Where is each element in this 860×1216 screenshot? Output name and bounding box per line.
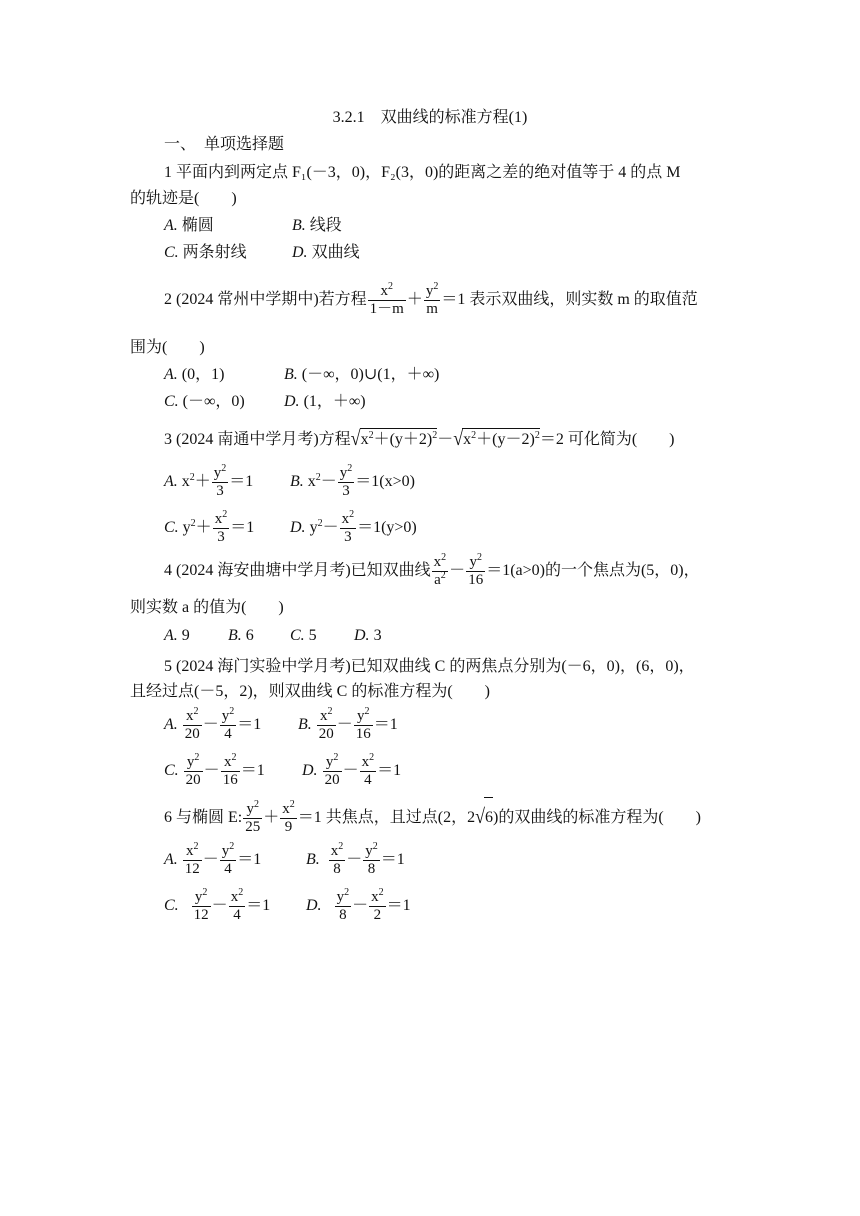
question-5-line-1: 5 (2024 海门实验中学月考)已知双曲线 C 的两焦点分别为(－6，0)，(6，0)， [164,658,695,675]
question-2-line-2: 围为( ) [130,339,205,356]
question-2-option-d: D. (1，＋∞) [284,393,366,410]
question-3-option-d: D. $y^2-$ $\frac{x^2}{3}$ ＝1(y>0) [290,508,417,545]
fraction-x2-over-a2: $\frac{x^2}{a^2}$ [433,551,447,588]
section-heading: 一、 单项选择题 [164,136,285,153]
question-1-option-a: A. 椭圆 [164,217,214,234]
fraction-y2-over-m: $\frac{y^2}{m}$ [425,280,439,317]
fraction-y2-over-16: $\frac{y^2}{16}$ [468,551,484,588]
question-2-option-a: A. (0，1) [164,366,225,383]
question-3-option-b: B. $x^2-$ $\frac{y^2}{3}$ ＝1(x>0) [290,462,415,499]
question-5-option-d: D. $\frac{y^2}{20}$ － $\frac{x^2}{4}$ ＝1 [302,751,402,788]
question-2-option-c: C. (－∞，0) [164,393,245,410]
question-1-line-1: 1 平面内到两定点 F₁(－3，0)，F₂(3，0)的距离之差的绝对值等于 4 的点 M [164,164,681,181]
question-4-line-2: 则实数 a 的值为( ) [130,599,284,616]
question-2-line-1: 2 (2024 常州中学期中)若方程 $\frac{x^2}{1-m}$ ＋ $\frac{y^2}{m}$ ＝1 表示双曲线，则实数 m 的取值范 [164,280,698,317]
question-4-option-b: B. 6 [228,627,254,644]
question-4-line-1: 4 (2024 海安曲塘中学月考)已知双曲线 $\frac{x^2}{a^2}$ － $\frac{y^2}{16}$ ＝1(a>0)的一个焦点为(5，0)， [164,551,700,588]
question-3-option-a: A. $x^2+$ $\frac{y^2}{3}$ ＝1 [164,462,254,499]
question-1-option-d: D. 双曲线 [292,244,360,261]
fraction-x2-over-9: $\frac{x^2}{9}$ [282,798,295,835]
question-4-option-d: D. 3 [354,627,382,644]
question-6-line-1: 6 与椭圆 E: $\frac{y^2}{25}$ ＋ $\frac{x^2}{9}$ ＝1 共焦点，且过点(2，2√6)的双曲线的标准方程为( ) [164,796,701,838]
question-3-line-1: 3 (2024 南通中学月考)方程$√x^2+(y+2)^2-√x^2+(y-2)^2=2$ 可化简为( ) [164,426,675,450]
question-4-option-c: C. 5 [290,627,317,644]
fraction-y2-over-25: $\frac{y^2}{25}$ [245,798,261,835]
question-6-option-b: B. $\frac{x^2}{8}$ － $\frac{y^2}{8}$ ＝1 [306,840,405,877]
page-title: 3.2.1 双曲线的标准方程(1) [332,109,528,126]
question-2-option-b: B. (－∞，0)∪(1，＋∞) [284,366,440,383]
fraction-x2-over-1-minus-m: $\frac{x^2}{1-m}$ [369,280,404,317]
question-6-option-d: D. $\frac{y^2}{8}$ － $\frac{x^2}{2}$ ＝1 [306,886,411,923]
question-5-option-b: B. $\frac{x^2}{20}$ － $\frac{y^2}{16}$ ＝1 [298,705,398,742]
question-6-option-c: C. $\frac{y^2}{12}$ － $\frac{x^2}{4}$ ＝1 [164,886,271,923]
question-1-option-c: C. 两条射线 [164,244,247,261]
question-4-option-a: A. 9 [164,627,190,644]
question-3-option-c: C. $y^2+$ $\frac{x^2}{3}$ ＝1 [164,508,255,545]
question-1-line-2: 的轨迹是( ) [130,190,237,207]
question-5-line-2: 且经过点(－5，2)，则双曲线 C 的标准方程为( ) [130,683,490,700]
question-5-option-a: A. $\frac{x^2}{20}$ － $\frac{y^2}{4}$ ＝1 [164,705,262,742]
question-1-option-b: B. 线段 [292,217,342,234]
question-5-option-c: C. $\frac{y^2}{20}$ － $\frac{x^2}{16}$ ＝1 [164,751,265,788]
question-6-option-a: A. $\frac{x^2}{12}$ － $\frac{y^2}{4}$ ＝1 [164,840,262,877]
